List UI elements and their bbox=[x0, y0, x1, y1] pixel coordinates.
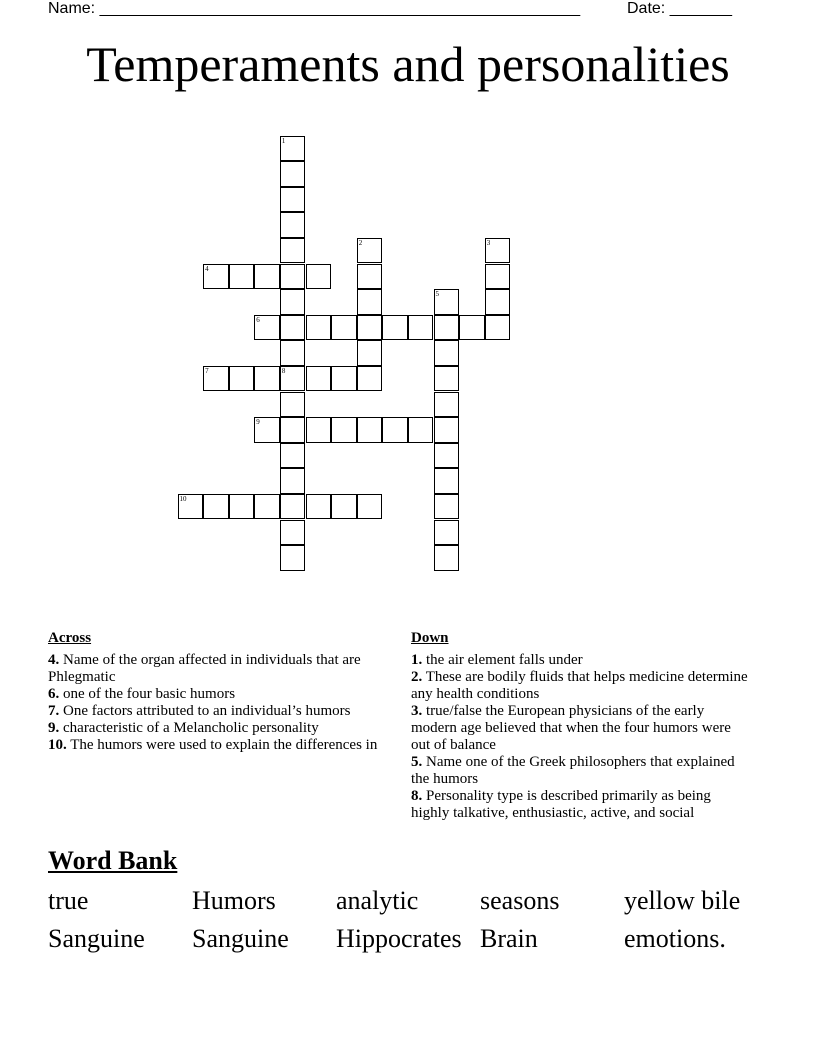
crossword-cell[interactable] bbox=[178, 494, 204, 520]
crossword-cell[interactable] bbox=[280, 212, 306, 238]
down-clue: 3. true/false the European physicians of the early modern age believed that when the four humors were out of balance bbox=[411, 703, 731, 753]
crossword-cell[interactable] bbox=[485, 289, 511, 315]
crossword-cell[interactable] bbox=[254, 494, 280, 520]
name-field[interactable]: Name: ______________________________________________________ bbox=[48, 0, 581, 17]
across-clue: 4. Name of the organ affected in individuals that are Phlegmatic bbox=[48, 652, 361, 685]
cell-number: 7 bbox=[205, 366, 209, 375]
crossword-cell[interactable] bbox=[382, 417, 408, 443]
crossword-cell[interactable] bbox=[408, 417, 434, 443]
across-clues bbox=[48, 630, 388, 754]
crossword-cell[interactable] bbox=[485, 264, 511, 290]
crossword-cell[interactable] bbox=[434, 289, 460, 315]
crossword-cell[interactable] bbox=[434, 340, 460, 366]
crossword-cell[interactable] bbox=[203, 494, 229, 520]
across-heading: Across bbox=[48, 630, 92, 646]
crossword-cell[interactable] bbox=[280, 545, 306, 571]
crossword-cell[interactable] bbox=[280, 238, 306, 264]
crossword-cell[interactable] bbox=[203, 264, 229, 290]
crossword-cell[interactable] bbox=[254, 366, 280, 392]
word-bank-heading: Word Bank bbox=[48, 846, 178, 875]
across-clue: 6. one of the four basic humors bbox=[48, 686, 236, 702]
crossword-cell[interactable] bbox=[306, 315, 332, 341]
crossword-cell[interactable] bbox=[357, 417, 383, 443]
crossword-cell[interactable] bbox=[254, 264, 280, 290]
word-bank-item: emotions. bbox=[624, 924, 726, 953]
crossword-cell[interactable] bbox=[434, 494, 460, 520]
crossword-cell[interactable] bbox=[229, 264, 255, 290]
crossword-cell[interactable] bbox=[434, 366, 460, 392]
cell-number: 5 bbox=[435, 290, 439, 299]
crossword-cell[interactable] bbox=[357, 264, 383, 290]
down-clues bbox=[411, 630, 751, 822]
crossword-cell[interactable] bbox=[280, 136, 306, 162]
down-clue: 2. These are bodily fluids that helps medicine determine any health conditions bbox=[411, 669, 748, 702]
cell-number: 2 bbox=[358, 238, 363, 247]
crossword-cell[interactable] bbox=[357, 366, 383, 392]
crossword-cell[interactable] bbox=[331, 417, 357, 443]
crossword-cell[interactable] bbox=[357, 238, 383, 264]
crossword-cell[interactable] bbox=[434, 520, 460, 546]
word-bank-item: true bbox=[48, 886, 89, 915]
crossword-cell[interactable] bbox=[229, 366, 255, 392]
word-bank-item: seasons bbox=[480, 886, 560, 915]
crossword-cell[interactable] bbox=[306, 264, 332, 290]
crossword-cell[interactable] bbox=[280, 443, 306, 469]
down-clue: 5. Name one of the Greek philosophers that explained the humors bbox=[411, 754, 735, 787]
crossword-cell[interactable] bbox=[280, 366, 306, 392]
down-clue: 1. the air element falls under bbox=[411, 652, 583, 668]
crossword-cell[interactable] bbox=[434, 392, 460, 418]
crossword-cell[interactable] bbox=[357, 494, 383, 520]
across-clue: 7. One factors attributed to an individual’s humors bbox=[48, 703, 351, 719]
crossword-cell[interactable] bbox=[254, 417, 280, 443]
word-bank-item: Humors bbox=[192, 886, 276, 915]
word-bank-item: yellow bile bbox=[624, 886, 741, 915]
crossword-cell[interactable] bbox=[280, 340, 306, 366]
crossword-cell[interactable] bbox=[485, 238, 511, 264]
word-bank-item: Brain bbox=[480, 924, 538, 953]
cell-number: 6 bbox=[256, 315, 260, 324]
cell-number: 1 bbox=[281, 136, 286, 145]
crossword-cell[interactable] bbox=[254, 315, 280, 341]
crossword-cell[interactable] bbox=[459, 315, 485, 341]
crossword-cell[interactable] bbox=[306, 366, 332, 392]
crossword-cell[interactable] bbox=[280, 392, 306, 418]
cell-number: 3 bbox=[486, 238, 491, 247]
page-title: Temperaments and personalities bbox=[86, 36, 730, 92]
crossword-cell[interactable] bbox=[434, 315, 460, 341]
cell-number: 8 bbox=[281, 366, 286, 375]
crossword-cell[interactable] bbox=[434, 417, 460, 443]
crossword-cell[interactable] bbox=[434, 443, 460, 469]
crossword-cell[interactable] bbox=[434, 468, 460, 494]
word-bank-item: Sanguine bbox=[192, 924, 289, 953]
crossword-cell[interactable] bbox=[280, 315, 306, 341]
cell-number: 9 bbox=[256, 418, 260, 427]
crossword-cell[interactable] bbox=[408, 315, 434, 341]
crossword-cell[interactable] bbox=[280, 161, 306, 187]
across-clue: 10. The humors were used to explain the differences in bbox=[48, 737, 378, 753]
cell-number: 10 bbox=[179, 494, 187, 503]
word-bank-item: analytic bbox=[336, 886, 419, 915]
cell-number: 4 bbox=[205, 264, 209, 273]
crossword-cell[interactable] bbox=[382, 315, 408, 341]
crossword-cell[interactable] bbox=[331, 366, 357, 392]
crossword-cell[interactable] bbox=[280, 494, 306, 520]
crossword-cell[interactable] bbox=[306, 417, 332, 443]
crossword-cell[interactable] bbox=[280, 289, 306, 315]
date-field[interactable]: Date: _______ bbox=[627, 0, 732, 17]
crossword-cell[interactable] bbox=[280, 264, 306, 290]
crossword-cell[interactable] bbox=[229, 494, 255, 520]
crossword-cell[interactable] bbox=[331, 315, 357, 341]
down-heading: Down bbox=[411, 630, 449, 646]
crossword-cell[interactable] bbox=[306, 494, 332, 520]
crossword-cell[interactable] bbox=[280, 520, 306, 546]
crossword-cell[interactable] bbox=[280, 417, 306, 443]
across-clue: 9. characteristic of a Melancholic personality bbox=[48, 720, 319, 736]
crossword-cell[interactable] bbox=[357, 315, 383, 341]
word-bank-item: Sanguine bbox=[48, 924, 145, 953]
word-bank-item: Hippocrates bbox=[336, 924, 462, 953]
crossword-cell[interactable] bbox=[485, 315, 511, 341]
down-clue: 8. Personality type is described primarily as being highly talkative, enthusiastic, active, and social bbox=[411, 788, 711, 821]
crossword-cell[interactable] bbox=[434, 545, 460, 571]
crossword-cell[interactable] bbox=[357, 340, 383, 366]
crossword-cell[interactable] bbox=[331, 494, 357, 520]
crossword-cell[interactable] bbox=[203, 366, 229, 392]
crossword-cell[interactable] bbox=[357, 289, 383, 315]
crossword-cell[interactable] bbox=[280, 468, 306, 494]
crossword-cell[interactable] bbox=[280, 187, 306, 213]
